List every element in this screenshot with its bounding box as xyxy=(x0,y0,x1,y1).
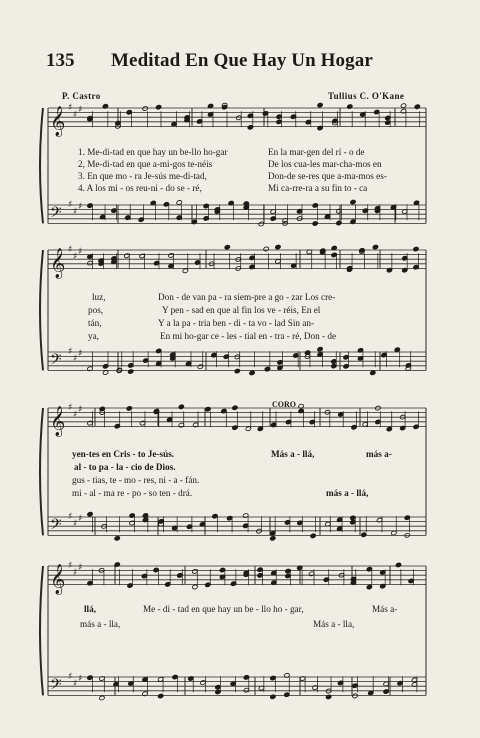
sharp-icon: ♯ xyxy=(78,349,83,359)
sharp-icon: ♯ xyxy=(73,354,78,364)
sharp-icon: ♯ xyxy=(78,514,83,524)
lyric-line: gus - tias, te - mo - res, ni - a - fán. xyxy=(72,475,200,485)
system-braces xyxy=(40,108,43,695)
lyric-line: 2, Me-di-tad en que a-mi-gos te-néis xyxy=(78,159,213,169)
lyric-line: De los cua-les mar-cha-mos en xyxy=(268,159,382,169)
sharp-icon: ♯ xyxy=(78,674,83,684)
treble-clef-icon: 𝄞 xyxy=(50,106,66,137)
composer-credit: Tullius C. O'Kane xyxy=(328,91,405,101)
treble-clef-icon: 𝄞 xyxy=(50,564,66,595)
sharp-icon: ♯ xyxy=(68,103,73,113)
lyricist-credit: P. Castro xyxy=(62,91,101,101)
sharp-icon: ♯ xyxy=(68,245,73,255)
lyric-line: pos, xyxy=(88,305,104,315)
bass-clef-icon: 𝄢 xyxy=(50,203,62,225)
sharp-icon: ♯ xyxy=(68,200,73,210)
bass-clef-icon: 𝄢 xyxy=(50,675,62,697)
sharp-icon: ♯ xyxy=(78,202,83,212)
lyric-line: Me - di - tad en que hay un be - llo ho - gar, xyxy=(143,604,304,614)
sharp-icon: ♯ xyxy=(68,672,73,682)
lyric-line: más a - llá, xyxy=(326,488,369,498)
sharp-icon: ♯ xyxy=(73,519,78,529)
lyric-line: llá, xyxy=(84,604,96,614)
lyric-line: 3. En que mo - ra Je-sús me-di-tad, xyxy=(78,171,207,181)
sharp-icon: ♯ xyxy=(68,561,73,571)
lyric-line: Don-de se-res que a-ma-mos es- xyxy=(268,171,387,181)
bass-clef-icon: 𝄢 xyxy=(50,515,62,537)
sharp-icon: ♯ xyxy=(73,568,78,578)
lyric-line: tán, xyxy=(88,318,102,328)
lyric-line: Más a- xyxy=(372,604,398,614)
lyric-line: yen-tes en Cris - to Je-sús. xyxy=(72,449,175,459)
hymn-number: 135 xyxy=(46,50,75,71)
sharp-icon: ♯ xyxy=(68,347,73,357)
sharp-icon: ♯ xyxy=(78,563,83,573)
treble-clef-icon: 𝄞 xyxy=(50,248,66,279)
sharp-icon: ♯ xyxy=(73,110,78,120)
lyric-line: 1. Me-di-tad en que hay un be-llo ho-gar xyxy=(78,147,228,157)
lyric-line: ya, xyxy=(88,331,99,341)
lyric-line: Más a - lla, xyxy=(313,619,355,629)
hymn-title: Meditad En Que Hay Un Hogar xyxy=(111,50,373,71)
lyric-line: Y a la pa - tria ben - di - ta vo - lad Sin an- xyxy=(158,318,315,328)
coro-label: CORO xyxy=(272,400,296,409)
lyric-line: al - to pa - la - cio de Dios. xyxy=(74,462,176,472)
sharp-icon: ♯ xyxy=(78,105,83,115)
lyric-line: 4. A los mi - os reu-ni - do se - ré, xyxy=(78,183,202,193)
lyric-line: En la mar-gen del rí - o de xyxy=(268,147,365,157)
bass-clef-icon: 𝄢 xyxy=(50,350,62,372)
sharp-icon: ♯ xyxy=(78,405,83,415)
sharp-icon: ♯ xyxy=(73,252,78,262)
lyric-line: mi - al - ma re - po - so ten - drá. xyxy=(72,488,193,498)
sharp-icon: ♯ xyxy=(68,512,73,522)
lyric-line: más a - lla, xyxy=(80,619,121,629)
sharp-icon: ♯ xyxy=(78,247,83,257)
sharp-icon: ♯ xyxy=(73,207,78,217)
lyric-line: En mi ho-gar ce - les - tial en - tra - ré, Don - de xyxy=(160,331,337,341)
lyric-line: Don - de van pa - ra siem-pre a go - zar Los cre- xyxy=(158,292,336,302)
sharp-icon: ♯ xyxy=(73,410,78,420)
lyric-line: Más a - llá, xyxy=(271,449,315,459)
lyric-line: luz, xyxy=(92,292,106,302)
sharp-icon: ♯ xyxy=(68,403,73,413)
lyric-line: Y pen - sad en que al fin los ve - réis, En el xyxy=(162,305,321,315)
lyric-line: más a- xyxy=(366,449,392,459)
treble-clef-icon: 𝄞 xyxy=(50,406,66,437)
sharp-icon: ♯ xyxy=(73,679,78,689)
lyric-line: Mi ca-rre-ra a su fin to - ca xyxy=(268,183,368,193)
